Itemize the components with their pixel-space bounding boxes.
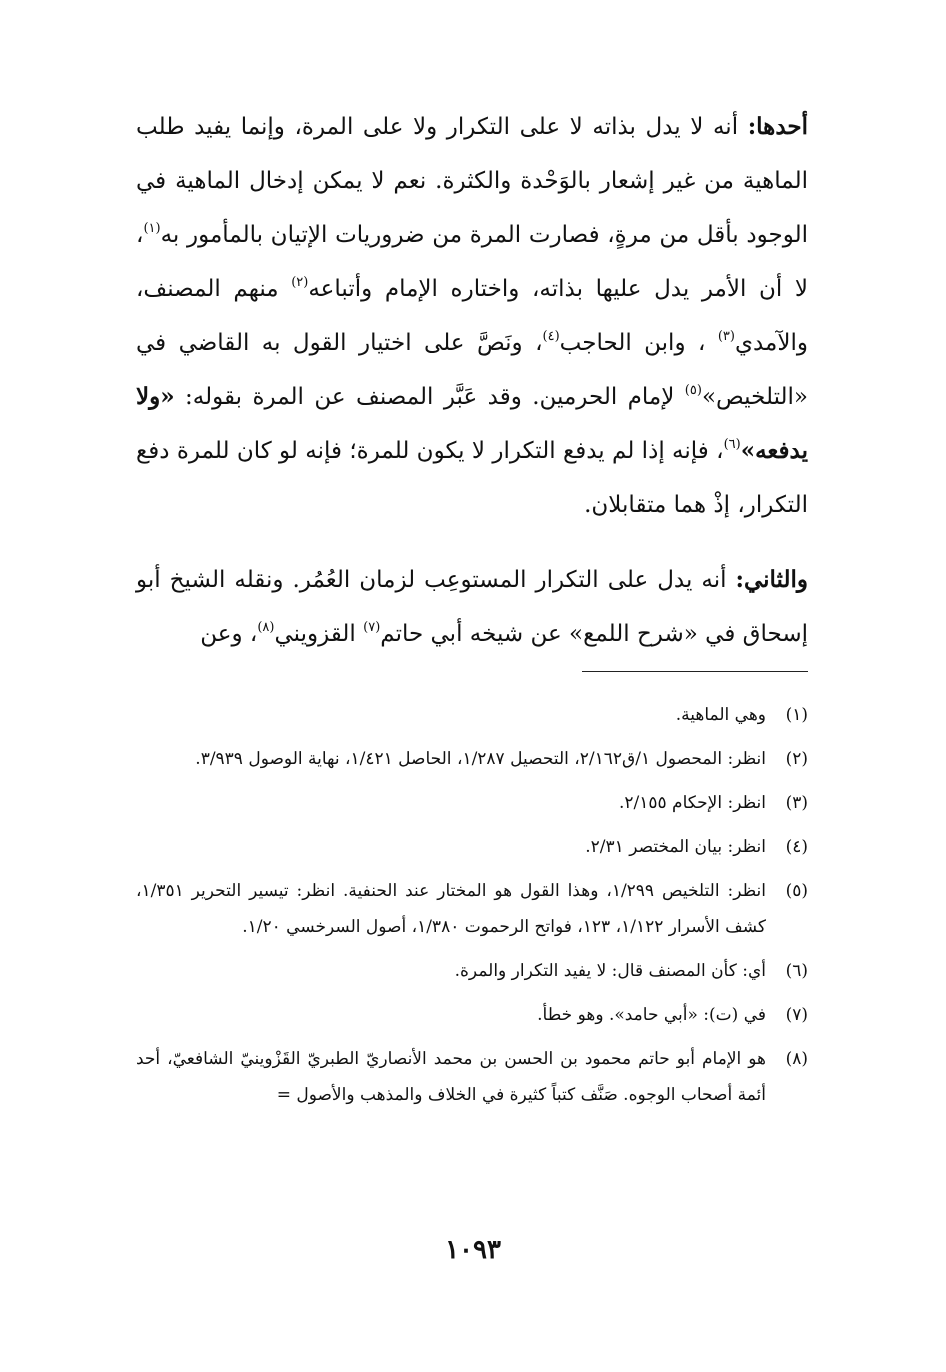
paragraph-first-opinion: [136, 100, 808, 532]
paragraph-lead: والثاني:: [735, 566, 808, 593]
footnote: [136, 785, 808, 821]
footnote: [136, 829, 808, 865]
footnote-number: (٧): [785, 1005, 808, 1025]
footnote-number: (٨): [785, 1049, 808, 1069]
footnote-marker: (٣): [717, 329, 735, 344]
footnote-marker: (٦): [723, 437, 741, 452]
footnote-number: (٢): [785, 749, 808, 769]
footnote: [136, 953, 808, 989]
footnote-text: انظر: الإحكام ٢/١٥٥.: [618, 793, 766, 813]
footnote: [136, 1041, 808, 1113]
footnote-text: انظر: المحصول ١/ق٢/١٦٢، التحصيل ١/٢٨٧، الحاصل ١/٤٢١، نهاية الوصول ٣/٩٣٩.: [195, 749, 766, 769]
footnote-marker: (٢): [291, 275, 309, 290]
footnotes-list: [136, 697, 808, 1121]
text-run: أنه لا يدل بذاته لا على التكرار ولا على المرة، وإنما يفيد طلب الماهية من غير إشعار بالوَحْدة والكثرة. نعم لا يمكن إدخال الماهية في الوجود بأقل من مرةٍ، فصارت المرة من ضروريات الإتيان بالمأمور به: [136, 114, 808, 248]
main-text: [136, 100, 808, 682]
footnote-text: هو الإمام أبو حاتم محمود بن الحسن بن محمد الأنصاريّ الطبريّ القَزْوينيّ الشافعيّ، أحد أئمة أصحاب الوجوه. صَنَّف كتباً كثيرة في الخلاف والمذهب والأصول =: [136, 1049, 766, 1105]
footnote-number: (٥): [785, 881, 808, 901]
text-run: منهم المصنف، والآمدي: [136, 276, 808, 356]
text-run: ، ونَصَّ على اختيار القول به القاضي في «التلخيص»: [136, 330, 808, 410]
footnote: [136, 697, 808, 733]
footnote: [136, 997, 808, 1033]
footnote: [136, 873, 808, 945]
text-run: لإمام الحرمين. وقد عَبَّر المصنف عن المرة بقوله:: [174, 384, 685, 410]
footnote-marker: (١): [143, 221, 161, 236]
footnote-marker: (٥): [684, 383, 702, 398]
quoted-phrase: «ولا يدفعه»: [136, 383, 808, 464]
text-run: ، وعن: [200, 621, 258, 647]
footnote-number: (٤): [785, 837, 808, 857]
footnote-marker: (٤): [542, 329, 560, 344]
footnote-number: (٣): [785, 793, 808, 813]
footnote-number: (٦): [785, 961, 808, 981]
text-run: القزويني: [274, 621, 364, 647]
page-number: ١٠٩٣: [445, 1235, 501, 1265]
paragraph-second-opinion: [136, 553, 808, 661]
footnote-marker: (٧): [363, 620, 381, 635]
footnote-text: انظر: بيان المختصر ٢/٣١.: [585, 837, 766, 857]
text-run: ، لا أن الأمر يدل عليها بذاته، واختاره الإمام وأتباعه: [136, 222, 808, 302]
footnote: [136, 741, 808, 777]
footnote-separator: [582, 671, 808, 672]
text-run: ، وابن الحاجب: [559, 330, 718, 356]
text-run: أنه يدل على التكرار المستوعِب لزمان العُمُر. ونقله الشيخ أبو إسحاق في «شرح اللمع» عن شيخه أبي حاتم: [136, 567, 808, 647]
footnote-text: وهي الماهية.: [675, 705, 766, 725]
footnote-number: (١): [785, 705, 808, 725]
footnote-text: أي: كأن المصنف قال: لا يفيد التكرار والمرة.: [454, 961, 766, 981]
text-run: ، فإنه إذا لم يدفع التكرار لا يكون للمرة؛ فإنه لو كان للمرة دفع التكرار، إذْ هما متقابلان.: [136, 438, 808, 518]
footnote-marker: (٨): [257, 620, 275, 635]
paragraph-lead: أحدها:: [747, 113, 808, 140]
footnote-text: في (ت): «أبي حامد». وهو خطأ.: [537, 1005, 766, 1025]
footnote-text: انظر: التلخيص ١/٢٩٩، وهذا القول هو المختار عند الحنفية. انظر: تيسير التحرير ١/٣٥١، كشف الأسرار ١/١٢٢، ١٢٣، فواتح الرحموت ١/٣٨٠، أصول السرخسي ١/٢٠.: [136, 881, 767, 937]
